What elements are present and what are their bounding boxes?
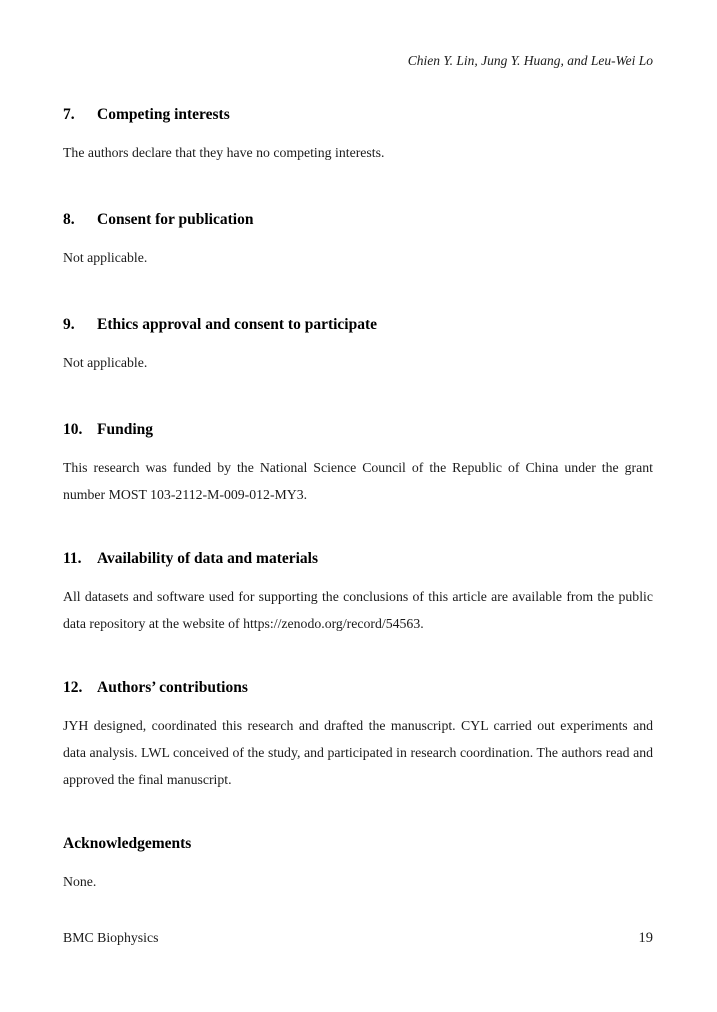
section-title-12: Authors’ contributions — [97, 679, 248, 696]
section-number-10: 10. — [63, 421, 83, 438]
section-title-10: Funding — [97, 421, 154, 438]
spacer — [63, 166, 653, 209]
running-head: Chien Y. Lin, Jung Y. Huang, and Leu-Wei Lo — [407, 53, 653, 68]
section-heading-8 — [63, 209, 653, 230]
section-body-12: JYH designed, coordinated this research and drafted the manuscript. CYL carried out experiments and data analysis. LWL conceived of the study, and participated in research coordination. The authors read and approved the final manuscript. — [63, 718, 653, 787]
page-footer — [63, 928, 653, 948]
spacer — [63, 637, 653, 677]
section-heading-9 — [63, 314, 653, 335]
acknowledgements-heading: Acknowledgements — [63, 835, 192, 852]
footer-journal-name: BMC Biophysics — [63, 930, 159, 945]
spacer — [63, 569, 653, 583]
section-heading-10 — [63, 419, 653, 440]
acknowledgements-body: None. — [63, 874, 97, 889]
spacer — [63, 698, 653, 712]
spacer — [63, 793, 653, 833]
spacer — [63, 230, 653, 244]
section-title-7: Competing interests — [97, 106, 230, 123]
section-title-11: Availability of data and materials — [97, 550, 319, 567]
section-heading-11 — [63, 548, 653, 569]
section-title-9: Ethics approval and consent to participate — [97, 316, 378, 333]
section-number-7: 7. — [63, 106, 75, 123]
section-number-11: 11. — [63, 550, 82, 567]
section-heading-12 — [63, 677, 653, 698]
spacer — [63, 271, 653, 314]
section-number-12: 12. — [63, 679, 83, 696]
section-body-11: All datasets and software used for supporting the conclusions of this article are available from the public data repository at the website of https://zenodo.org/record/54563. — [63, 589, 653, 631]
spacer — [63, 376, 653, 419]
section-title-8: Consent for publication — [97, 211, 254, 228]
footer-page-number: 19 — [638, 930, 653, 946]
spacer — [63, 440, 653, 454]
spacer — [63, 125, 653, 139]
section-body-7: The authors declare that they have no competing interests. — [63, 145, 385, 160]
section-number-8: 8. — [63, 211, 75, 228]
section-body-8: Not applicable. — [63, 250, 148, 265]
section-number-9: 9. — [63, 316, 75, 333]
section-heading-7 — [63, 104, 653, 125]
spacer — [63, 335, 653, 349]
spacer — [63, 508, 653, 548]
section-body-9: Not applicable. — [63, 355, 148, 370]
section-body-10: This research was funded by the National Science Council of the Republic of China under the grant number MOST 103-2112-M-009-012-MY3. — [63, 460, 653, 502]
spacer — [63, 854, 653, 868]
page-content — [63, 104, 653, 895]
